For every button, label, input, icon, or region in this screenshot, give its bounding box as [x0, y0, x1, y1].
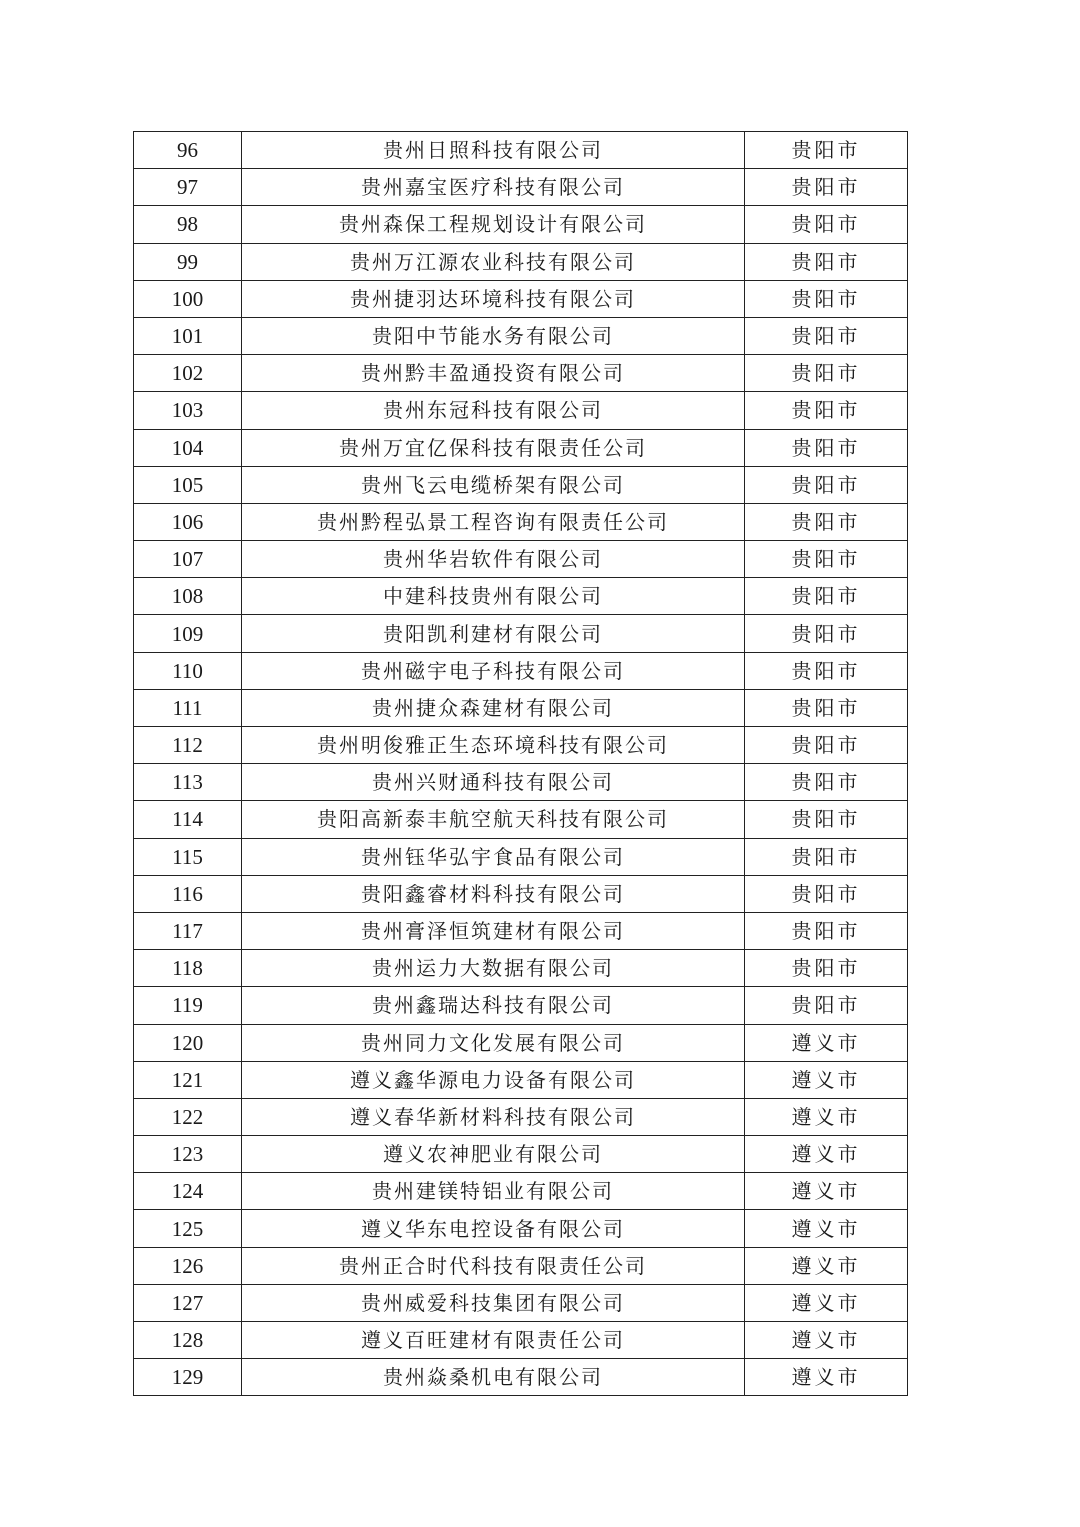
- company-name-cell: 遵义春华新材料科技有限公司: [242, 1098, 745, 1135]
- table-row: [134, 1210, 908, 1247]
- company-name-cell: 贵州焱桑机电有限公司: [242, 1359, 745, 1396]
- company-name-cell: 贵州同力文化发展有限公司: [242, 1024, 745, 1061]
- row-number-cell: 111: [134, 689, 242, 726]
- company-name-cell: 贵州鑫瑞达科技有限公司: [242, 987, 745, 1024]
- row-number-cell: 122: [134, 1098, 242, 1135]
- city-cell: 贵阳市: [745, 243, 908, 280]
- company-name-cell: 贵州日照科技有限公司: [242, 132, 745, 169]
- row-number-cell: 96: [134, 132, 242, 169]
- row-number-cell: 119: [134, 987, 242, 1024]
- row-number-cell: 128: [134, 1322, 242, 1359]
- company-name-cell: 贵州磁宇电子科技有限公司: [242, 652, 745, 689]
- row-number-cell: 121: [134, 1061, 242, 1098]
- city-cell: 贵阳市: [745, 541, 908, 578]
- row-number-cell: 106: [134, 503, 242, 540]
- city-cell: 贵阳市: [745, 132, 908, 169]
- company-name-cell: 贵州兴财通科技有限公司: [242, 764, 745, 801]
- city-cell: 贵阳市: [745, 615, 908, 652]
- company-name-cell: 贵州明俊雅正生态环境科技有限公司: [242, 727, 745, 764]
- city-cell: 贵阳市: [745, 355, 908, 392]
- row-number-cell: 126: [134, 1247, 242, 1284]
- company-name-cell: 中建科技贵州有限公司: [242, 578, 745, 615]
- row-number-cell: 124: [134, 1173, 242, 1210]
- company-name-cell: 遵义华东电控设备有限公司: [242, 1210, 745, 1247]
- table-row: [134, 1024, 908, 1061]
- company-name-cell: 贵州膏泽恒筑建材有限公司: [242, 912, 745, 949]
- table-row: [134, 578, 908, 615]
- company-name-cell: 贵州威爱科技集团有限公司: [242, 1284, 745, 1321]
- company-name-cell: 贵州飞云电缆桥架有限公司: [242, 466, 745, 503]
- table-row: [134, 1098, 908, 1135]
- table-row: [134, 1136, 908, 1173]
- city-cell: 贵阳市: [745, 875, 908, 912]
- table-row: [134, 206, 908, 243]
- city-cell: 遵义市: [745, 1061, 908, 1098]
- city-cell: 贵阳市: [745, 912, 908, 949]
- company-name-cell: 遵义农神肥业有限公司: [242, 1136, 745, 1173]
- city-cell: 遵义市: [745, 1173, 908, 1210]
- company-name-cell: 贵州万江源农业科技有限公司: [242, 243, 745, 280]
- city-cell: 遵义市: [745, 1322, 908, 1359]
- table-row: [134, 875, 908, 912]
- row-number-cell: 100: [134, 280, 242, 317]
- company-name-cell: 贵州东冠科技有限公司: [242, 392, 745, 429]
- table-row: [134, 429, 908, 466]
- company-name-cell: 贵州万宜亿保科技有限责任公司: [242, 429, 745, 466]
- table-row: [134, 1173, 908, 1210]
- table-body: [134, 132, 908, 1396]
- row-number-cell: 108: [134, 578, 242, 615]
- city-cell: 贵阳市: [745, 764, 908, 801]
- table-row: [134, 838, 908, 875]
- table-row: [134, 541, 908, 578]
- company-name-cell: 遵义百旺建材有限责任公司: [242, 1322, 745, 1359]
- table-row: [134, 912, 908, 949]
- row-number-cell: 99: [134, 243, 242, 280]
- table-row: [134, 764, 908, 801]
- city-cell: 贵阳市: [745, 169, 908, 206]
- table-row: [134, 169, 908, 206]
- company-name-cell: 贵州钰华弘宇食品有限公司: [242, 838, 745, 875]
- table-row: [134, 355, 908, 392]
- table-row: [134, 392, 908, 429]
- table-row: [134, 801, 908, 838]
- company-name-cell: 贵州华岩软件有限公司: [242, 541, 745, 578]
- row-number-cell: 104: [134, 429, 242, 466]
- row-number-cell: 115: [134, 838, 242, 875]
- table-row: [134, 615, 908, 652]
- company-name-cell: 贵州黔程弘景工程咨询有限责任公司: [242, 503, 745, 540]
- row-number-cell: 129: [134, 1359, 242, 1396]
- table-row: [134, 243, 908, 280]
- row-number-cell: 97: [134, 169, 242, 206]
- row-number-cell: 125: [134, 1210, 242, 1247]
- table-row: [134, 950, 908, 987]
- table-row: [134, 1061, 908, 1098]
- company-name-cell: 贵州捷羽达环境科技有限公司: [242, 280, 745, 317]
- company-name-cell: 贵阳凯利建材有限公司: [242, 615, 745, 652]
- row-number-cell: 105: [134, 466, 242, 503]
- city-cell: 贵阳市: [745, 317, 908, 354]
- city-cell: 贵阳市: [745, 578, 908, 615]
- row-number-cell: 123: [134, 1136, 242, 1173]
- row-number-cell: 98: [134, 206, 242, 243]
- company-name-cell: 贵州建镁特铝业有限公司: [242, 1173, 745, 1210]
- table-row: [134, 1322, 908, 1359]
- table-row: [134, 1284, 908, 1321]
- city-cell: 贵阳市: [745, 206, 908, 243]
- table-row: [134, 280, 908, 317]
- table-row: [134, 1247, 908, 1284]
- company-name-cell: 贵阳鑫睿材料科技有限公司: [242, 875, 745, 912]
- company-name-cell: 贵州嘉宝医疗科技有限公司: [242, 169, 745, 206]
- table-row: [134, 987, 908, 1024]
- table-row: [134, 652, 908, 689]
- company-name-cell: 贵州黔丰盈通投资有限公司: [242, 355, 745, 392]
- city-cell: 贵阳市: [745, 652, 908, 689]
- row-number-cell: 102: [134, 355, 242, 392]
- city-cell: 遵义市: [745, 1136, 908, 1173]
- row-number-cell: 103: [134, 392, 242, 429]
- row-number-cell: 127: [134, 1284, 242, 1321]
- city-cell: 遵义市: [745, 1210, 908, 1247]
- city-cell: 贵阳市: [745, 466, 908, 503]
- company-name-cell: 贵州正合时代科技有限责任公司: [242, 1247, 745, 1284]
- company-list-table: [133, 131, 908, 1396]
- city-cell: 遵义市: [745, 1359, 908, 1396]
- company-name-cell: 贵州捷众森建材有限公司: [242, 689, 745, 726]
- city-cell: 贵阳市: [745, 280, 908, 317]
- table-row: [134, 132, 908, 169]
- table-row: [134, 689, 908, 726]
- city-cell: 贵阳市: [745, 950, 908, 987]
- row-number-cell: 118: [134, 950, 242, 987]
- company-name-cell: 遵义鑫华源电力设备有限公司: [242, 1061, 745, 1098]
- row-number-cell: 112: [134, 727, 242, 764]
- table-row: [134, 503, 908, 540]
- city-cell: 贵阳市: [745, 987, 908, 1024]
- city-cell: 贵阳市: [745, 503, 908, 540]
- row-number-cell: 113: [134, 764, 242, 801]
- company-name-cell: 贵州运力大数据有限公司: [242, 950, 745, 987]
- city-cell: 贵阳市: [745, 801, 908, 838]
- row-number-cell: 116: [134, 875, 242, 912]
- city-cell: 遵义市: [745, 1024, 908, 1061]
- row-number-cell: 107: [134, 541, 242, 578]
- city-cell: 遵义市: [745, 1247, 908, 1284]
- table-row: [134, 466, 908, 503]
- company-name-cell: 贵州森保工程规划设计有限公司: [242, 206, 745, 243]
- row-number-cell: 110: [134, 652, 242, 689]
- table-row: [134, 727, 908, 764]
- row-number-cell: 114: [134, 801, 242, 838]
- table-row: [134, 1359, 908, 1396]
- company-name-cell: 贵阳中节能水务有限公司: [242, 317, 745, 354]
- city-cell: 遵义市: [745, 1098, 908, 1135]
- company-name-cell: 贵阳高新泰丰航空航天科技有限公司: [242, 801, 745, 838]
- row-number-cell: 120: [134, 1024, 242, 1061]
- row-number-cell: 101: [134, 317, 242, 354]
- city-cell: 遵义市: [745, 1284, 908, 1321]
- city-cell: 贵阳市: [745, 727, 908, 764]
- city-cell: 贵阳市: [745, 392, 908, 429]
- city-cell: 贵阳市: [745, 689, 908, 726]
- city-cell: 贵阳市: [745, 838, 908, 875]
- city-cell: 贵阳市: [745, 429, 908, 466]
- row-number-cell: 117: [134, 912, 242, 949]
- row-number-cell: 109: [134, 615, 242, 652]
- table-row: [134, 317, 908, 354]
